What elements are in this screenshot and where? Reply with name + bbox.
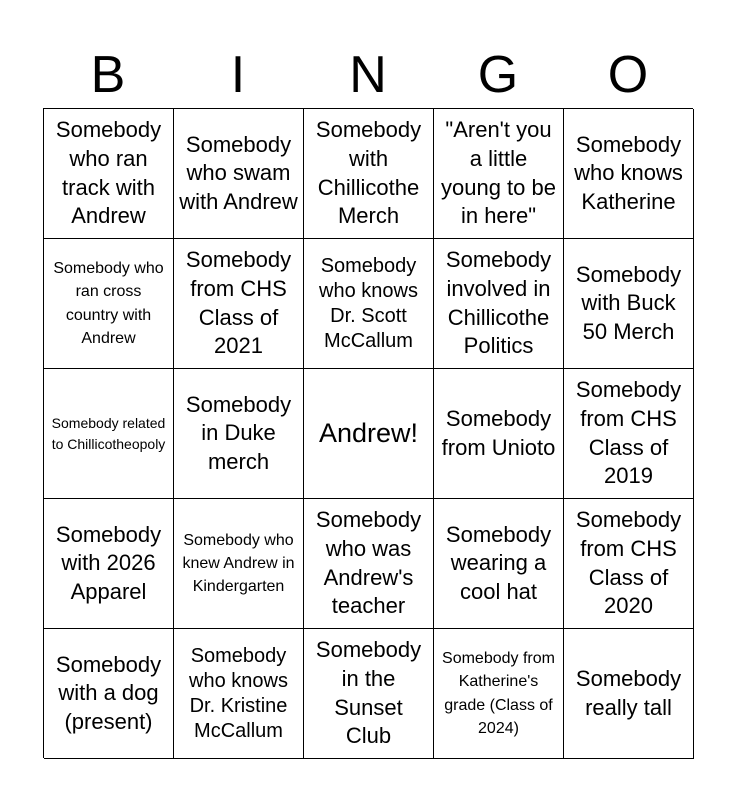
bingo-cell-r4c4[interactable]: Somebody wearing a cool hat [434,499,564,629]
bingo-cell-free-space[interactable]: Andrew! [304,369,434,499]
header-letter-b: B [90,46,126,104]
header-letter-o: O [607,46,649,104]
bingo-cell-r4c5[interactable]: Somebody from CHS Class of 2020 [564,499,694,629]
bingo-cell-r1c1[interactable]: Somebody who ran track with Andrew [44,109,174,239]
bingo-cell-r3c4[interactable]: Somebody from Unioto [434,369,564,499]
bingo-cell-r5c4[interactable]: Somebody from Katherine's grade (Class of 2024) [434,629,564,759]
bingo-cell-r3c1[interactable]: Somebody related to Chillicotheopoly [44,369,174,499]
bingo-cell-r3c2[interactable]: Somebody in Duke merch [174,369,304,499]
bingo-cell-r1c3[interactable]: Somebody with Chillicothe Merch [304,109,434,239]
bingo-cell-r4c3[interactable]: Somebody who was Andrew's teacher [304,499,434,629]
header-letter-n: N [349,46,387,104]
bingo-cell-r4c1[interactable]: Somebody with 2026 Apparel [44,499,174,629]
bingo-cell-r2c3[interactable]: Somebody who knows Dr. Scott McCallum [304,239,434,369]
bingo-header [43,44,693,106]
bingo-cell-r2c1[interactable]: Somebody who ran cross country with Andrew [44,239,174,369]
bingo-cell-r5c3[interactable]: Somebody in the Sunset Club [304,629,434,759]
bingo-cell-r5c2[interactable]: Somebody who knows Dr. Kristine McCallum [174,629,304,759]
header-letter-g: G [477,46,519,104]
bingo-cell-r2c4[interactable]: Somebody involved in Chillicothe Politics [434,239,564,369]
bingo-cell-r5c1[interactable]: Somebody with a dog (present) [44,629,174,759]
bingo-cell-r4c2[interactable]: Somebody who knew Andrew in Kindergarten [174,499,304,629]
bingo-cell-r1c4[interactable]: "Aren't you a little young to be in here" [434,109,564,239]
bingo-cell-r3c5[interactable]: Somebody from CHS Class of 2019 [564,369,694,499]
bingo-cell-r2c5[interactable]: Somebody with Buck 50 Merch [564,239,694,369]
bingo-board [43,108,693,758]
header-letter-i: I [230,46,246,104]
bingo-cell-r1c5[interactable]: Somebody who knows Katherine [564,109,694,239]
bingo-cell-r1c2[interactable]: Somebody who swam with Andrew [174,109,304,239]
bingo-cell-r5c5[interactable]: Somebody really tall [564,629,694,759]
bingo-cell-r2c2[interactable]: Somebody from CHS Class of 2021 [174,239,304,369]
